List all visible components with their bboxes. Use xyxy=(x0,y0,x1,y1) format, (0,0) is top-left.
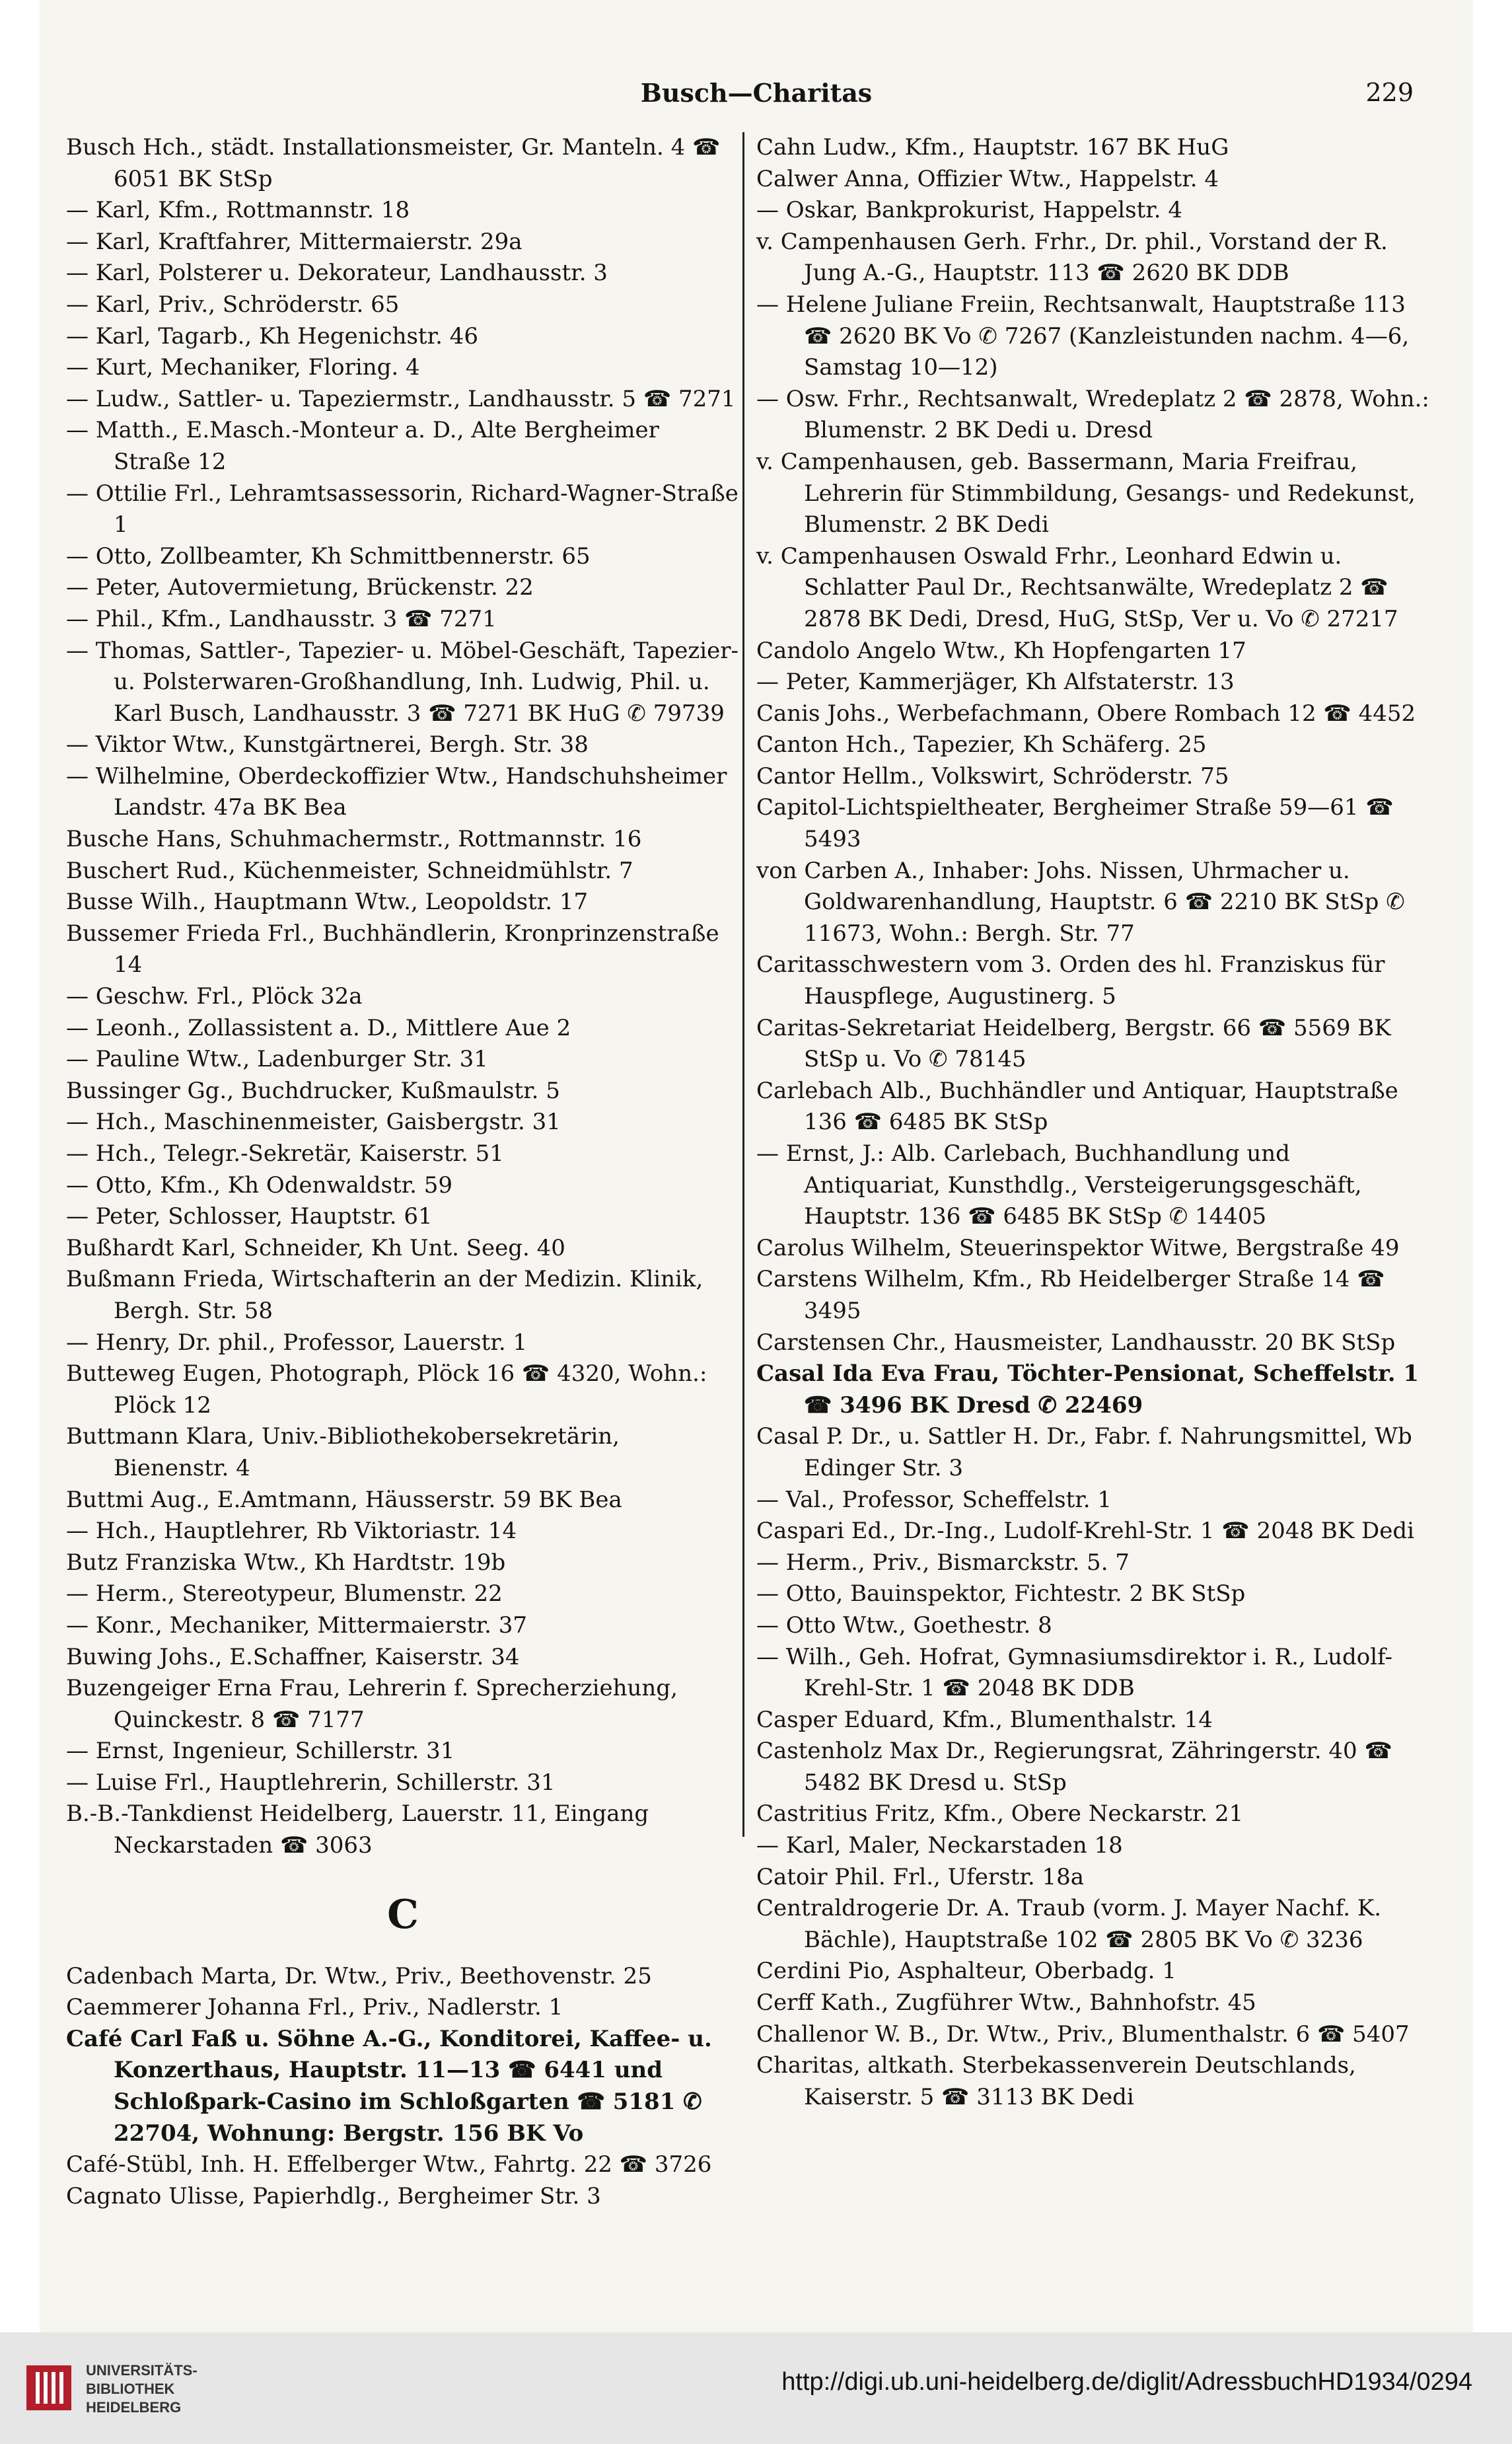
page-header xyxy=(40,78,1473,118)
directory-entry: — Ernst, J.: Alb. Carlebach, Buchhandlung und Antiquariat, Kunsthdlg., Versteigerungsgeschäft, Hauptstr. 136 ☎ 6485 BK StSp ✆ 14405 xyxy=(756,1140,1362,1230)
column-divider xyxy=(742,132,744,1837)
directory-entry: Capitol-Lichtspieltheater, Bergheimer Straße 59—61 ☎ 5493 xyxy=(756,794,1394,853)
directory-entry: — Konr., Mechaniker, Mittermaierstr. 37 xyxy=(66,1611,528,1639)
directory-entry: Casal Ida Eva Frau, Töchter-Pensionat, Scheffelstr. 1 ☎ 3496 BK Dresd ✆ 22469 xyxy=(756,1360,1420,1419)
directory-entry: Catoir Phil. Frl., Uferstr. 18a xyxy=(756,1863,1085,1890)
permalink-url[interactable]: http://digi.ub.uni-heidelberg.de/diglit/AdressbuchHD1934/0294 xyxy=(781,2368,1472,2396)
library-name-line2: BIBLIOTHEK xyxy=(86,2381,175,2397)
right-column xyxy=(756,132,1430,2113)
directory-entry: Busche Hans, Schuhmachermstr., Rottmannstr. 16 xyxy=(66,826,642,853)
directory-entry: Cahn Ludw., Kfm., Hauptstr. 167 BK HuG xyxy=(756,134,1229,161)
library-name xyxy=(86,2361,198,2417)
page-number: 229 xyxy=(1365,78,1414,107)
directory-entry: Casper Eduard, Kfm., Blumenthalstr. 14 xyxy=(756,1706,1213,1733)
directory-entry: Bussinger Gg., Buchdrucker, Kußmaulstr. 5 xyxy=(66,1077,560,1104)
directory-entry: — Kurt, Mechaniker, Floring. 4 xyxy=(66,354,420,381)
directory-entry: — Otto, Kfm., Kh Odenwaldstr. 59 xyxy=(66,1171,453,1199)
directory-entry: Casal P. Dr., u. Sattler H. Dr., Fabr. f. Nahrungsmittel, Wb Edinger Str. 3 xyxy=(756,1423,1412,1481)
directory-entry: — Karl, Polsterer u. Dekorateur, Landhausstr. 3 xyxy=(66,260,608,287)
directory-entry: Centraldrogerie Dr. A. Traub (vorm. J. Mayer Nachf. K. Bächle), Hauptstraße 102 ☎ 2805 BK Vo ✆ 3236 xyxy=(756,1895,1382,1953)
directory-entry: — Ottilie Frl., Lehramtsassessorin, Richard-Wagner-Straße 1 xyxy=(66,480,738,538)
directory-entry: — Karl, Kfm., Rottmannstr. 18 xyxy=(66,197,410,224)
directory-entry: Cerff Kath., Zugführer Wtw., Bahnhofstr. 45 xyxy=(756,1989,1256,2017)
directory-entry: — Peter, Autovermietung, Brückenstr. 22 xyxy=(66,574,534,601)
directory-entry: Canton Hch., Tapezier, Kh Schäferg. 25 xyxy=(756,731,1207,759)
directory-entry: — Karl, Tagarb., Kh Hegenichstr. 46 xyxy=(66,322,478,350)
directory-entry: Busse Wilh., Hauptmann Wtw., Leopoldstr. 17 xyxy=(66,889,589,916)
directory-entry: Caspari Ed., Dr.-Ing., Ludolf-Krehl-Str. 1 ☎ 2048 BK Dedi xyxy=(756,1518,1415,1545)
university-library-logo-icon xyxy=(24,2363,74,2413)
right-entries-list xyxy=(756,132,1430,2113)
directory-entry: — Karl, Maler, Neckarstaden 18 xyxy=(756,1832,1123,1859)
directory-entry: Challenor W. B., Dr. Wtw., Priv., Blumenthalstr. 6 ☎ 5407 xyxy=(756,2020,1410,2048)
library-name-line3: HEIDELBERG xyxy=(86,2399,182,2416)
directory-entry: — Wilh., Geh. Hofrat, Gymnasiumsdirektor i. R., Ludolf-Krehl-Str. 1 ☎ 2048 BK DDB xyxy=(756,1643,1392,1702)
directory-entry: Castritius Fritz, Kfm., Obere Neckarstr. 21 xyxy=(756,1800,1244,1828)
directory-entry: — Geschw. Frl., Plöck 32a xyxy=(66,983,363,1010)
directory-entry: — Herm., Priv., Bismarckstr. 5. 7 xyxy=(756,1549,1130,1576)
directory-entry: Caemmerer Johanna Frl., Priv., Nadlerstr. 1 xyxy=(66,1994,563,2021)
directory-entry: Buzengeiger Erna Frau, Lehrerin f. Sprecherziehung, Quinckestr. 8 ☎ 7177 xyxy=(66,1675,678,1733)
directory-entry: — Hch., Hauptlehrer, Rb Viktoriastr. 14 xyxy=(66,1518,517,1545)
directory-entry: Busch Hch., städt. Installationsmeister, Gr. Manteln. 4 ☎ 6051 BK StSp xyxy=(66,134,721,192)
directory-entry: Buttmi Aug., E.Amtmann, Häusserstr. 59 BK Bea xyxy=(66,1486,622,1513)
directory-entry: v. Campenhausen Gerh. Frhr., Dr. phil., Vorstand der R. Jung A.-G., Hauptstr. 113 ☎ 2620 BK DDB xyxy=(756,228,1388,287)
directory-entry: — Luise Frl., Hauptlehrerin, Schillerstr. 31 xyxy=(66,1769,556,1796)
directory-entry: — Oskar, Bankprokurist, Happelstr. 4 xyxy=(756,197,1183,224)
directory-entry: — Karl, Priv., Schröderstr. 65 xyxy=(66,291,400,318)
directory-entry: Charitas, altkath. Sterbekassenverein Deutschlands, Kaiserstr. 5 ☎ 3113 BK Dedi xyxy=(756,2052,1356,2110)
left-column xyxy=(66,132,740,2212)
directory-entry: — Matth., E.Masch.-Monteur a. D., Alte Bergheimer Straße 12 xyxy=(66,417,659,475)
directory-entry: — Henry, Dr. phil., Professor, Lauerstr. 1 xyxy=(66,1329,528,1356)
directory-entry: — Leonh., Zollassistent a. D., Mittlere Aue 2 xyxy=(66,1014,571,1041)
directory-entry: Cadenbach Marta, Dr. Wtw., Priv., Beethovenstr. 25 xyxy=(66,1962,652,1989)
directory-entry: — Wilhelmine, Oberdeckoffizier Wtw., Handschuhsheimer Landstr. 47a BK Bea xyxy=(66,762,727,821)
directory-entry: Cantor Hellm., Volkswirt, Schröderstr. 75 xyxy=(756,762,1229,790)
directory-entry: — Otto Wtw., Goethestr. 8 xyxy=(756,1611,1052,1639)
directory-entry: Cagnato Ulisse, Papierhdlg., Bergheimer Str. 3 xyxy=(66,2182,601,2209)
directory-entry: Candolo Angelo Wtw., Kh Hopfengarten 17 xyxy=(756,637,1246,664)
directory-entry: Buschert Rud., Küchenmeister, Schneidmühlstr. 7 xyxy=(66,857,633,884)
directory-entry: — Karl, Kraftfahrer, Mittermaierstr. 29a xyxy=(66,228,522,255)
directory-entry: — Ernst, Ingenieur, Schillerstr. 31 xyxy=(66,1738,455,1765)
directory-entry: v. Campenhausen Oswald Frhr., Leonhard Edwin u. Schlatter Paul Dr., Rechtsanwälte, Wredeplatz 2 ☎ 2878 BK Dedi, Dresd, HuG, StSp, Ver u. Vo ✆ 27217 xyxy=(756,542,1398,632)
directory-entry: v. Campenhausen, geb. Bassermann, Maria Freifrau, Lehrerin für Stimmbildung, Gesangs- und Redekunst, Blumenstr. 2 BK Dedi xyxy=(756,448,1416,538)
directory-entry: Caritas-Sekretariat Heidelberg, Bergstr. 66 ☎ 5569 BK StSp u. Vo ✆ 78145 xyxy=(756,1014,1391,1073)
directory-entry: — Val., Professor, Scheffelstr. 1 xyxy=(756,1486,1112,1513)
directory-entry: — Otto, Bauinspektor, Fichtestr. 2 BK StSp xyxy=(756,1580,1246,1608)
directory-entry: — Thomas, Sattler-, Tapezier- u. Möbel-Geschäft, Tapezier- u. Polsterwaren-Großhandlung, Inh. Ludwig, Phil. u. Karl Busch, Landhausstr. 3 ☎ 7271 BK HuG ✆ 79739 xyxy=(66,637,739,727)
directory-entry: Calwer Anna, Offizier Wtw., Happelstr. 4 xyxy=(756,165,1219,192)
directory-entry: — Ludw., Sattler- u. Tapeziermstr., Landhausstr. 5 ☎ 7271 xyxy=(66,385,736,412)
directory-entry: Carstens Wilhelm, Kfm., Rb Heidelberger Straße 14 ☎ 3495 xyxy=(756,1266,1385,1324)
directory-entry: Castenholz Max Dr., Regierungsrat, Zähringerstr. 40 ☎ 5482 BK Dresd u. StSp xyxy=(756,1738,1392,1796)
directory-page xyxy=(40,0,1473,2332)
library-name-line1: UNIVERSITÄTS- xyxy=(86,2362,198,2379)
directory-entry: — Helene Juliane Freiin, Rechtsanwalt, Hauptstraße 113 ☎ 2620 BK Vo ✆ 7267 (Kanzleistunden nachm. 4—6, Samstag 10—12) xyxy=(756,291,1410,381)
directory-entry: — Hch., Telegr.-Sekretär, Kaiserstr. 51 xyxy=(66,1140,504,1167)
directory-entry: Café Carl Faß u. Söhne A.-G., Konditorei, Kaffee- u. Konzerthaus, Hauptstr. 11—13 ☎ 6441 und Schloßpark-Casino im Schloßgarten ☎ 5181 ✆ 22704, Wohnung: Bergstr. 156 BK Vo xyxy=(66,2025,712,2147)
directory-entry: Buwing Johs., E.Schaffner, Kaiserstr. 34 xyxy=(66,1643,520,1670)
directory-entry: Carlebach Alb., Buchhändler und Antiquar, Hauptstraße 136 ☎ 6485 BK StSp xyxy=(756,1077,1398,1136)
directory-entry: B.-B.-Tankdienst Heidelberg, Lauerstr. 11, Eingang Neckarstaden ☎ 3063 xyxy=(66,1800,649,1859)
directory-entry: von Carben A., Inhaber: Johs. Nissen, Uhrmacher u. Goldwarenhandlung, Hauptstr. 6 ☎ 2210 BK StSp ✆ 11673, Wohn.: Bergh. Str. 77 xyxy=(756,857,1405,947)
directory-entry: — Osw. Frhr., Rechtsanwalt, Wredeplatz 2 ☎ 2878, Wohn.: Blumenstr. 2 BK Dedi u. Dresd xyxy=(756,385,1429,444)
directory-entry: Butteweg Eugen, Photograph, Plöck 16 ☎ 4320, Wohn.: Plöck 12 xyxy=(66,1360,707,1419)
directory-entry: Canis Johs., Werbefachmann, Obere Rombach 12 ☎ 4452 xyxy=(756,700,1416,727)
directory-entry: Butz Franziska Wtw., Kh Hardtstr. 19b xyxy=(66,1549,506,1576)
directory-entry: — Peter, Schlosser, Hauptstr. 61 xyxy=(66,1203,433,1230)
footer-bar xyxy=(0,2332,1512,2444)
directory-entry: Buttmann Klara, Univ.-Bibliothekobersekretärin, Bienenstr. 4 xyxy=(66,1423,620,1481)
directory-entry: — Herm., Stereotypeur, Blumenstr. 22 xyxy=(66,1580,503,1608)
running-head: Busch—Charitas xyxy=(640,78,873,108)
directory-entry: Carstensen Chr., Hausmeister, Landhausstr. 20 BK StSp xyxy=(756,1329,1396,1356)
directory-entry: Bußhardt Karl, Schneider, Kh Unt. Seeg. 40 xyxy=(66,1234,565,1261)
directory-entry: — Pauline Wtw., Ladenburger Str. 31 xyxy=(66,1046,488,1073)
directory-entry: — Phil., Kfm., Landhausstr. 3 ☎ 7271 xyxy=(66,605,497,632)
directory-entry: Cerdini Pio, Asphalteur, Oberbadg. 1 xyxy=(756,1958,1176,1985)
left-entries-c-list xyxy=(66,1961,740,2213)
directory-entry: Caritasschwestern vom 3. Orden des hl. Franziskus für Hauspflege, Augustinerg. 5 xyxy=(756,951,1385,1010)
directory-entry: Carolus Wilhelm, Steuerinspektor Witwe, Bergstraße 49 xyxy=(756,1234,1400,1261)
directory-entry: Bußmann Frieda, Wirtschafterin an der Medizin. Klinik, Bergh. Str. 58 xyxy=(66,1266,703,1324)
directory-entry: — Peter, Kammerjäger, Kh Alfstaterstr. 13 xyxy=(756,669,1235,696)
directory-entry: Bussemer Frieda Frl., Buchhändlerin, Kronprinzenstraße 14 xyxy=(66,920,719,979)
directory-entry: — Viktor Wtw., Kunstgärtnerei, Bergh. Str. 38 xyxy=(66,731,589,759)
directory-entry: — Hch., Maschinenmeister, Gaisbergstr. 31 xyxy=(66,1109,561,1136)
section-letter-c: C xyxy=(387,1891,419,1938)
directory-entry: Café-Stübl, Inh. H. Effelberger Wtw., Fahrtg. 22 ☎ 3726 xyxy=(66,2151,712,2178)
directory-entry: — Otto, Zollbeamter, Kh Schmittbennerstr. 65 xyxy=(66,542,591,570)
left-entries-list xyxy=(66,132,740,1862)
